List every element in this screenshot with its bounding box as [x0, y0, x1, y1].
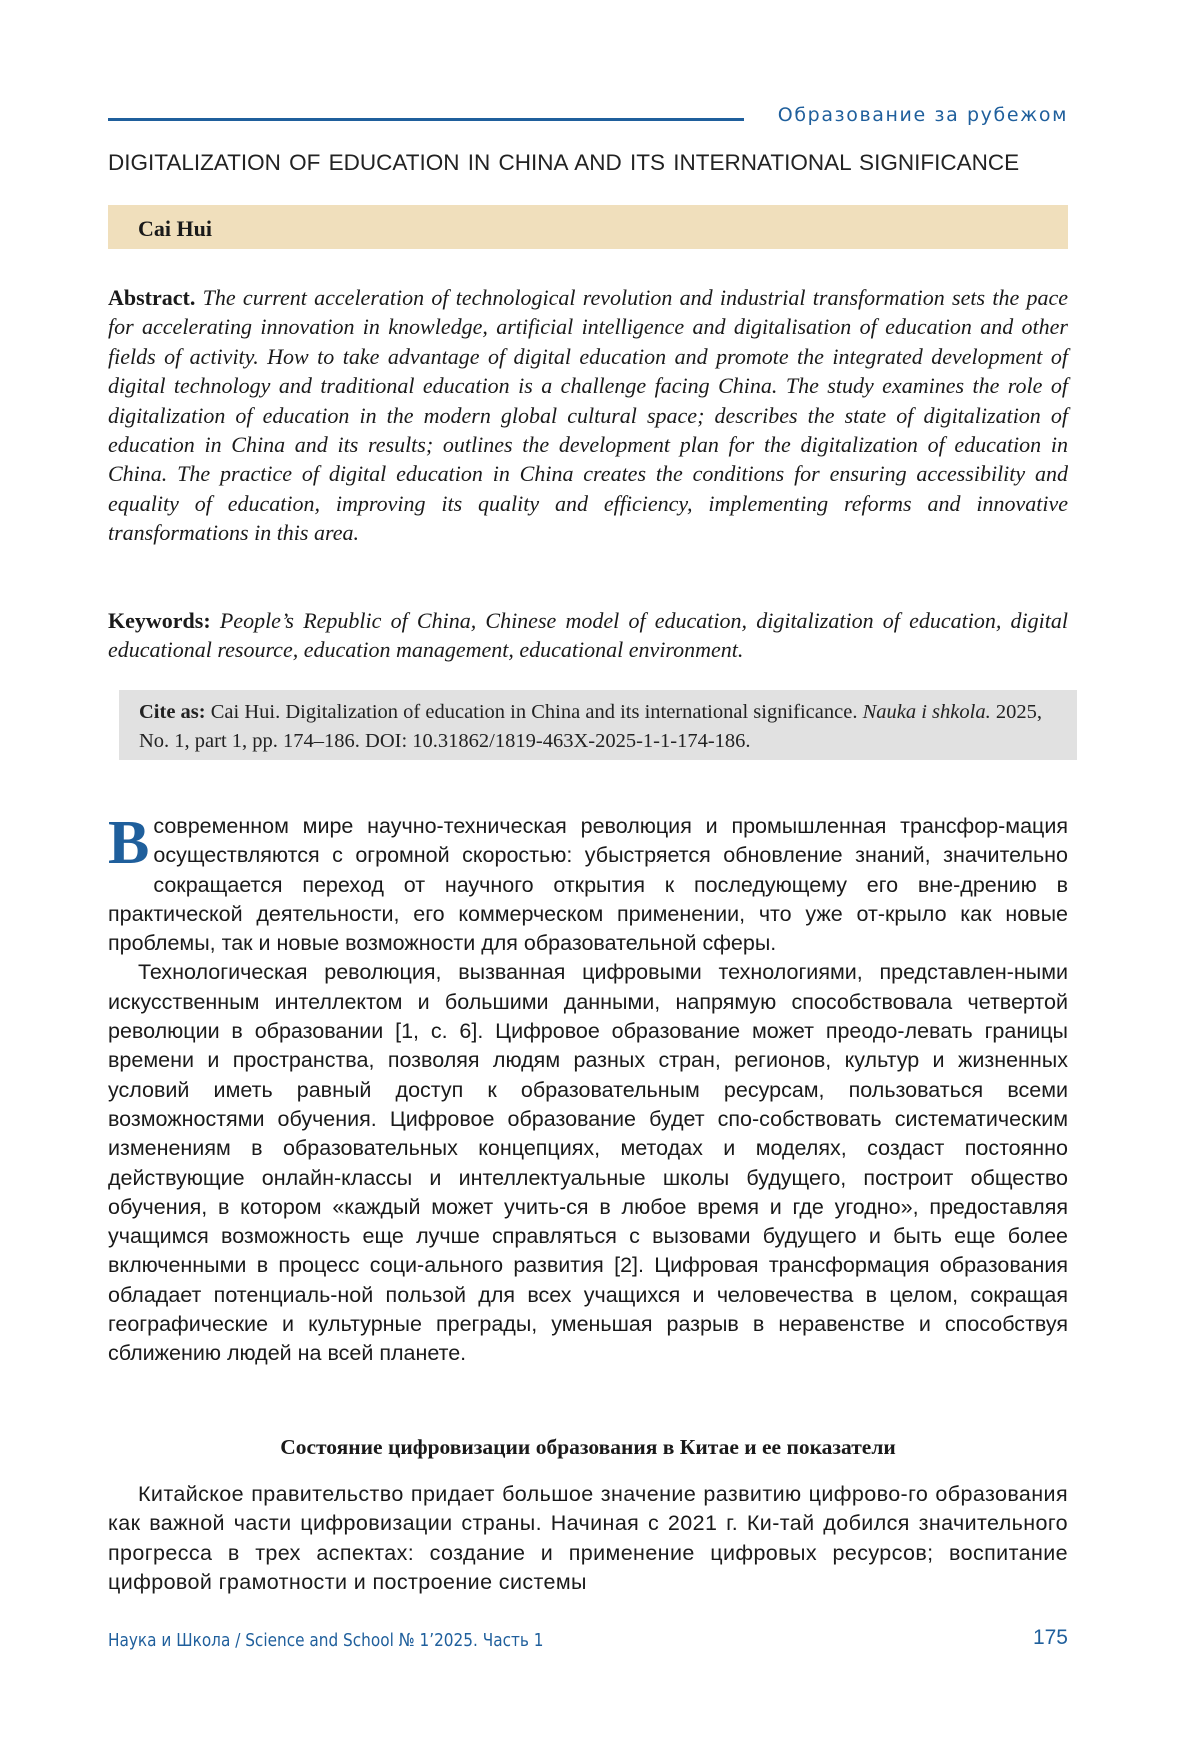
abstract-text: The current acceleration of technological revolution and industrial transformation sets the pace for accelerating innovation in knowledge, artificial intelligence and digitalisation of education and other fields of activity. How to take advantage of digital education and promote the integrated development of digital technology and traditional education is a challenge facing China. The study examines the role of digitalization of education in the modern global cultural space; describes the state of digitalization of education in China and its results; outlines the development plan for the digitalization of education in China. The practice of digital education in China creates the conditions for ensuring accessibility and equality of education, improving its quality and efficiency, implementing reforms and innovative transformations in this area.: [108, 285, 1069, 546]
running-header-section: Образование за рубежом: [777, 104, 1068, 126]
abstract: [108, 283, 1068, 548]
cite-box: [119, 690, 1077, 760]
keywords: [108, 606, 1068, 665]
body-text: [108, 809, 1068, 1369]
paragraph-1: [108, 809, 1068, 958]
keywords-text: People’s Republic of China, Chinese model of education, digitalization of education, digital educational resource, education management, educational environment.: [108, 608, 1068, 663]
footer-journal: Наука и Школа / Science and School № 1’2025. Часть 1: [108, 1630, 544, 1651]
cite-reference: Cai Hui. Digitalization of education in China and its international significance.: [210, 701, 858, 723]
cite-details: 2025, No. 1, part 1, pp. 174–186. DOI: 10.31862/1819-463X-2025-1-1-174-186.: [139, 701, 1042, 752]
article-title: DIGITALIZATION OF EDUCATION IN CHINA AND ITS INTERNATIONAL SIGNIFICANCE: [108, 150, 1020, 175]
cite-journal: Nauka i shkola.: [862, 701, 991, 723]
header-rule: [108, 118, 744, 121]
author-name: Cai Hui: [138, 216, 212, 241]
section-heading: Состояние цифровизации образования в Китае и ее показатели: [280, 1435, 896, 1459]
paragraph-2: Технологическая революция, вызванная цифровыми технологиями, представлен-ными искусственным интеллектом и большими данными, напрямую способствовала четвертой революции в образовании [1, с. 6]. Цифровое образование может преодо-левать границы времени и пространства, позволяя людям разных стран, регионов, культур и жизненных условий иметь равный доступ к образовательным ресурсам, пользоваться всеми возможностями обучения. Цифровое образование будет спо-собствовать систематическим изменениям в образовательных концепциях, методах и моделях, создаст постоянно действующие онлайн-классы и интеллектуальные школы будущего, построит общество обучения, в котором «каждый может учить-ся в любое время и где угодно», предоставляя учащимся возможность еще лучше справляться с вызовами будущего и быть еще более включенными в процесс соци-ального развития [2]. Цифровая трансформация образования обладает потенциаль-ной пользой для всех учащихся и человечества в целом, сокращая географические и культурные преграды, уменьшая разрыв в неравенстве и способствуя сближению людей на всей планете.: [108, 960, 1068, 1366]
keywords-label: Keywords:: [108, 608, 211, 633]
body-text-section: [108, 1480, 1068, 1597]
paragraph-3: Китайское правительство придает большое значение развитию цифрово-го образования как важной части цифровизации страны. Начиная с 2021 г. Ки-тай добился значительного прогресса в трех аспектах: создание и применение цифровых ресурсов; воспитание цифровой грамотности и построение системы: [108, 1482, 1068, 1594]
abstract-label: Abstract.: [108, 285, 196, 310]
page-number: 175: [1032, 1626, 1068, 1649]
paragraph-1-text: современном мире научно-техническая революция и промышленная трансфор-мация осуществляются с огромной скоростью: убыстряется обновление знаний, значительно сокращается переход от научного открытия к последующему его вне-дрению в практической деятельности, его коммерческом применении, что уже от-крыло как новые проблемы, так и новые возможности для образовательной сферы.: [108, 814, 1068, 956]
cite-label: Cite as:: [139, 701, 206, 723]
author-bar: [108, 205, 1068, 249]
drop-cap: В: [108, 809, 150, 877]
cite-text: [139, 698, 1059, 755]
